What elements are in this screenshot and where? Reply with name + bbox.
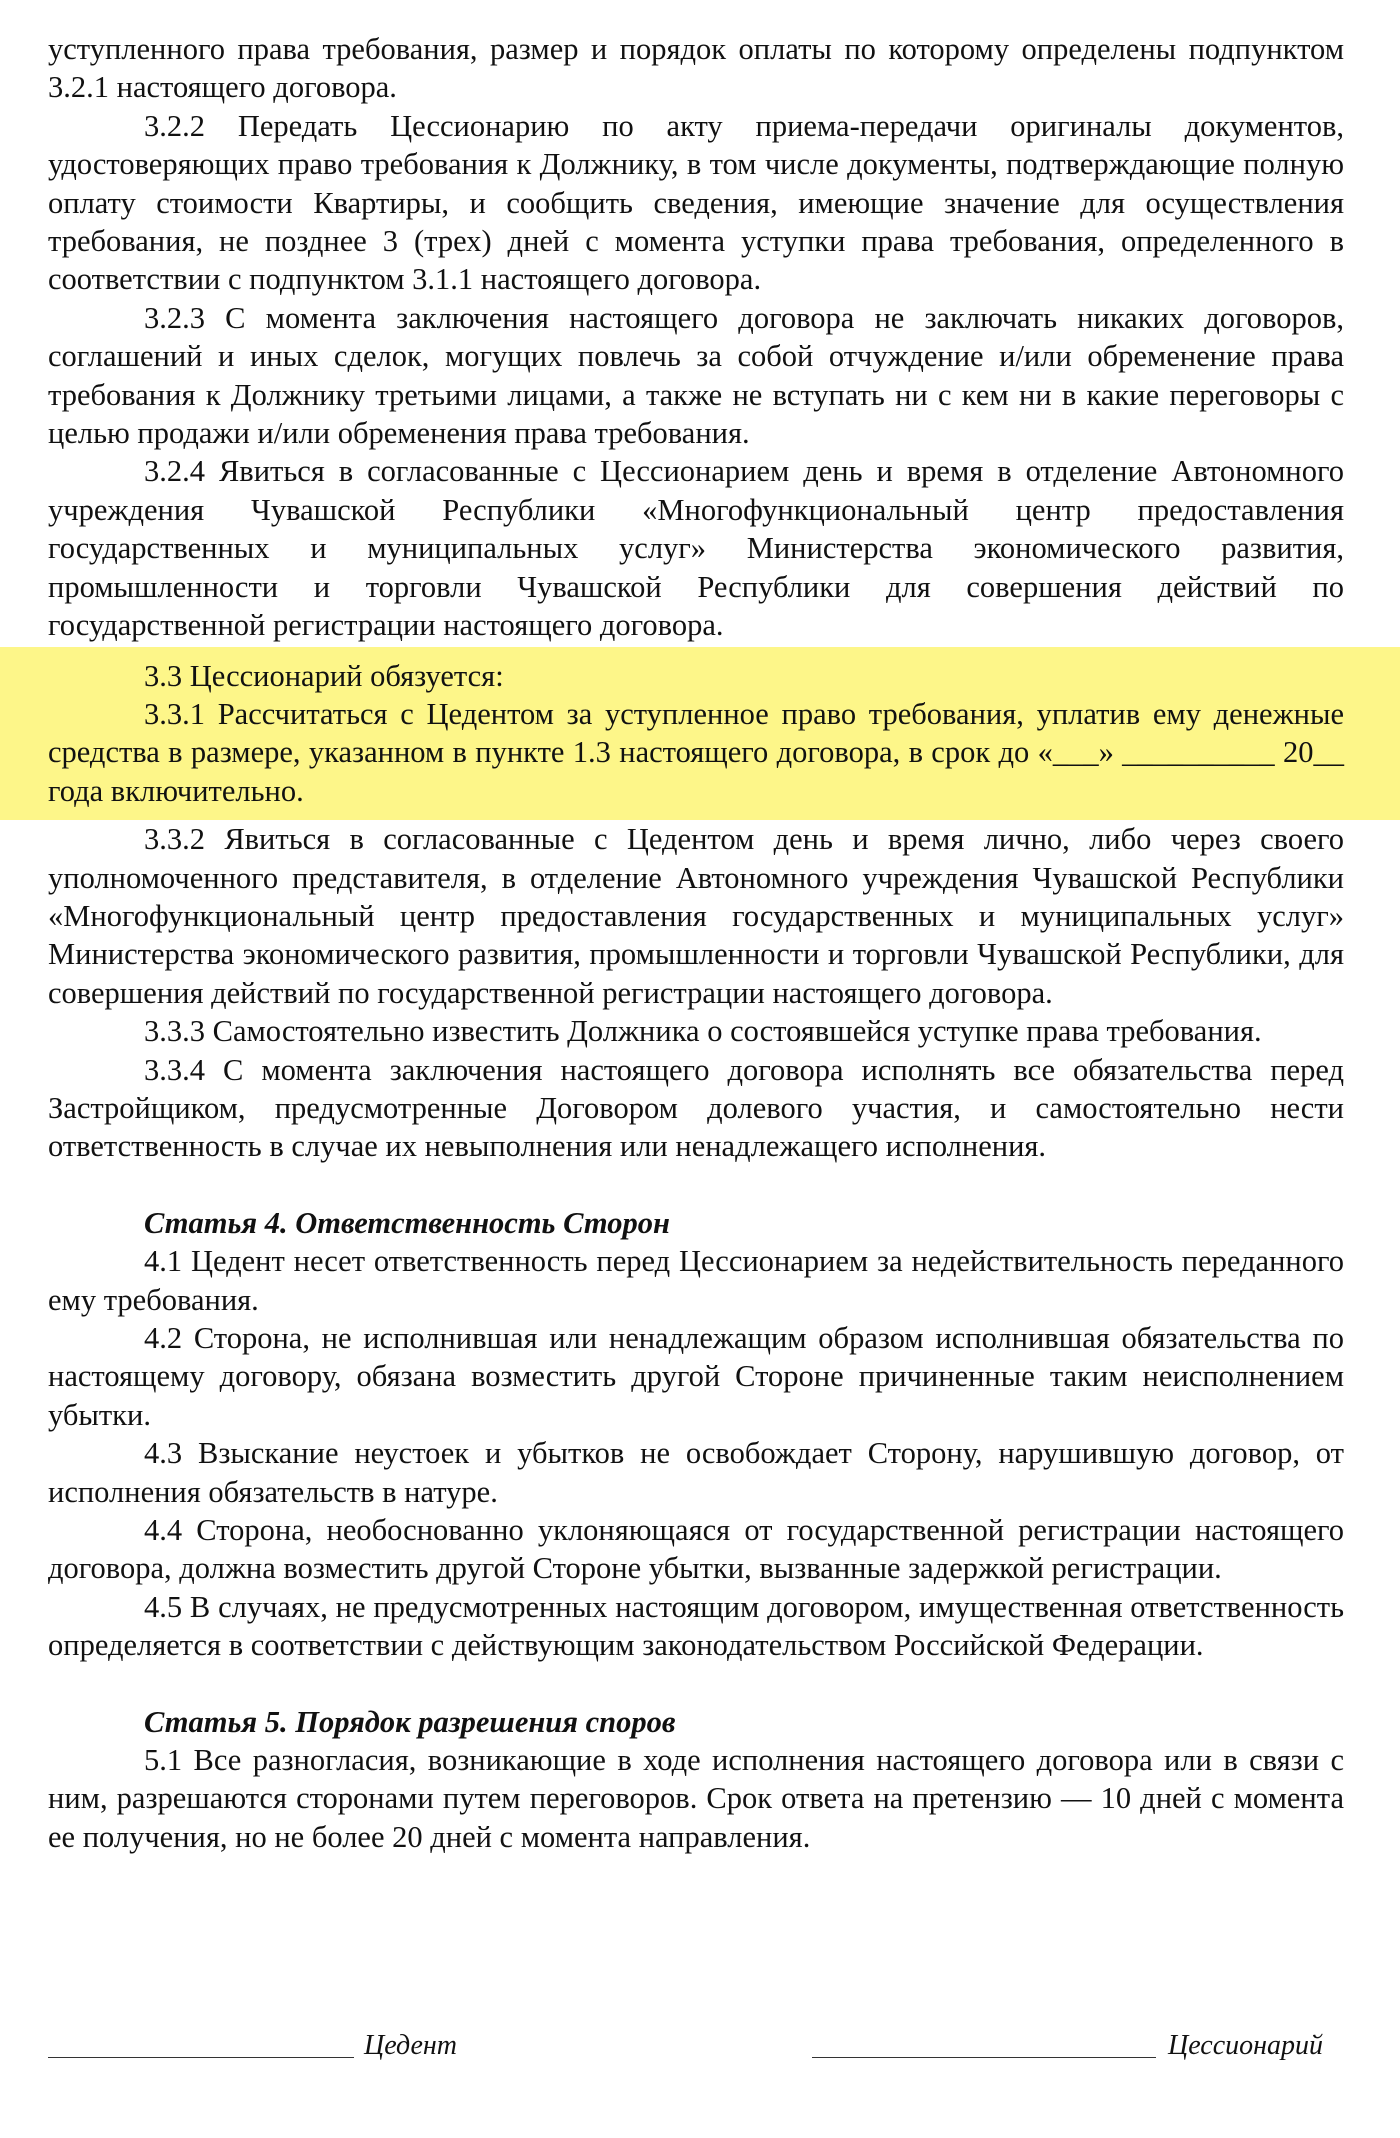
paragraph-4-3: 4.3 Взыскание неустоек и убытков не освобождает Сторону, нарушившую договор, от исполнения обязательств в натуре. xyxy=(48,1436,1344,1509)
paragraph-3-3-4: 3.3.4 С момента заключения настоящего договора исполнять все обязательства перед Застройщиком, предусмотренные Договором долевого участия, и самостоятельно нести ответственность в случае их невыполнения или ненадлежащего исполнения. xyxy=(48,1052,1344,1164)
paragraph-4-2: 4.2 Сторона, не исполнившая или ненадлежащим образом исполнившая обязательства по настоящему договору, обязана возместить другой Стороне причиненные таким неисполнением убытки. xyxy=(48,1321,1344,1432)
signature-block xyxy=(48,2026,1344,2066)
paragraph-3-2-2: 3.2.2 Передать Цессионарию по акту приема-передачи оригиналы документов, удостоверяющих право требования к Должнику, в том числе документы, подтверждающие полную оплату стоимости Квартиры, и сообщить сведения, имеющие значение для осуществления требования, не позднее 3 (трех) дней с момента уступки права требования, определенного в соответствии с подпунктом 3.1.1 настоящего договора. xyxy=(48,108,1344,297)
section-spacer xyxy=(48,1166,1344,1204)
paragraph-3-2-3: 3.2.3 С момента заключения настоящего договора не заключать никаких договоров, соглашений и иных сделок, могущих повлечь за собой отчуждение и/или обременение права требования к Должнику третьими лицами, а также не вступать ни с кем ни в какие переговоры с целью продажи и/или обременения права требования. xyxy=(48,300,1344,451)
paragraph-4-4: 4.4 Сторона, необоснованно уклоняющаяся от государственной регистрации настоящего договора, должна возместить другой Стороне убытки, вызванные задержкой регистрации. xyxy=(48,1513,1344,1586)
document-body xyxy=(48,30,1344,1856)
paragraph-4-1: 4.1 Цедент несет ответственность перед Цессионарием за недействительность переданного ему требования. xyxy=(48,1244,1344,1317)
paragraph-3-3-2: 3.3.2 Явиться в согласованные с Цедентом день и время лично, либо через своего уполномоченного представителя, в отделение Автономного учреждения Чувашской Республики «Многофункциональный центр предоставления государственных и муниципальных услуг» Министерства экономического развития, промышленности и торговли Чувашской Республики, для совершения действий по государственной регистрации настоящего договора. xyxy=(48,822,1344,1010)
cessionary-signature-line xyxy=(812,2057,1156,2058)
article-4-heading: Статья 4. Ответственность Сторон xyxy=(144,1205,670,1240)
paragraph-3-2-1-tail: уступленного права требования, размер и порядок оплаты по которому определены подпунктом 3.2.1 настоящего договора. xyxy=(48,32,1344,105)
section-spacer xyxy=(48,1665,1344,1703)
paragraph-3-3-3: 3.3.3 Самостоятельно известить Должника о состоявшейся уступке права требования. xyxy=(144,1014,1262,1049)
highlighted-block xyxy=(0,647,1400,821)
cessionary-signature-label: Цессионарий xyxy=(1168,2030,1324,2061)
article-5-heading: Статья 5. Порядок разрешения споров xyxy=(144,1704,676,1739)
paragraph-4-5: 4.5 В случаях, не предусмотренных настоящим договором, имущественная ответственность определяется в соответствии с действующим законодательством Российской Федерации. xyxy=(48,1589,1344,1663)
paragraph-3-2-4: 3.2.4 Явиться в согласованные с Цессионарием день и время в отделение Автономного учреждения Чувашской Республики «Многофункциональный центр предоставления государственных и муниципальных услуг» Министерства экономического развития, промышленности и торговли Чувашской Республики для совершения действий по государственной регистрации настоящего договора. xyxy=(48,454,1344,643)
cedent-signature-line xyxy=(48,2057,354,2058)
paragraph-5-1: 5.1 Все разногласия, возникающие в ходе исполнения настоящего договора или в связи с ним, разрешаются сторонами путем переговоров. Срок ответа на претензию — 10 дней с момента ее получения, но не более 20 дней с момента направления. xyxy=(48,1743,1344,1854)
paragraph-3-3-1: 3.3.1 Рассчитаться с Цедентом за уступленное право требования, уплатив ему денежные средства в размере, указанном в пункте 1.3 настоящего договора, в срок до «___» __________ 20__ года включительно. xyxy=(48,696,1344,808)
paragraph-3-3: 3.3 Цессионарий обязуется: xyxy=(144,658,504,693)
cedent-signature-label: Цедент xyxy=(364,2030,457,2061)
